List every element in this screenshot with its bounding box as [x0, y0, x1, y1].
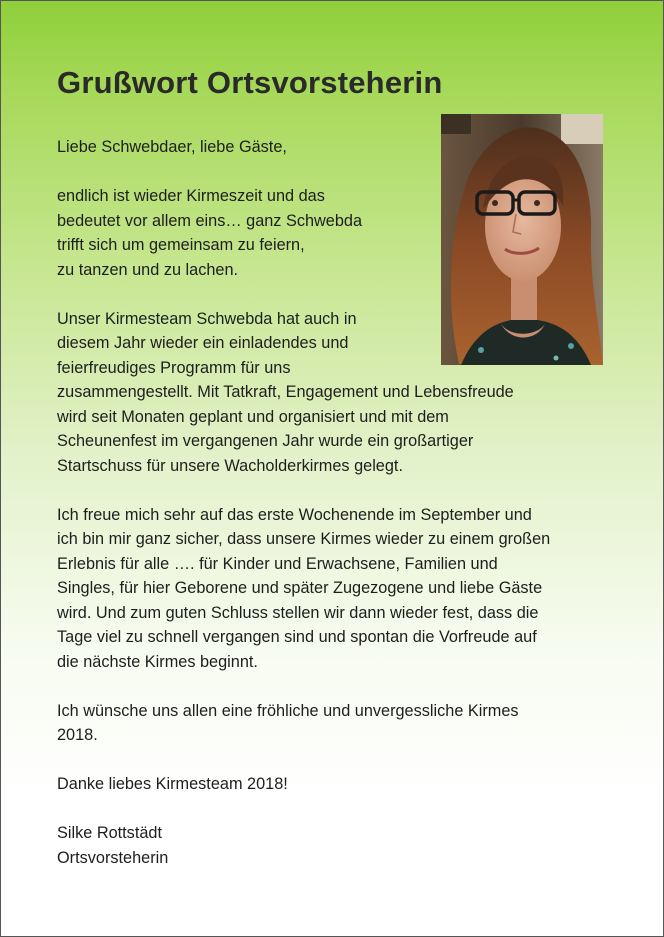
text-line: Ich freue mich sehr auf das erste Wochenende im September und	[57, 505, 532, 524]
text-line: 2018.	[57, 726, 98, 744]
text-line: Erlebnis für alle …. für Kinder und Erwachsene, Familien und	[57, 554, 498, 573]
text-line: ich bin mir ganz sicher, dass unsere Kirmes wieder zu einem großen	[57, 530, 551, 548]
text-line: trifft sich um gemeinsam zu feiern,	[57, 236, 305, 254]
text-line: Liebe Schwebdaer, liebe Gäste,	[57, 138, 287, 156]
wish-paragraph	[57, 699, 617, 748]
text-line: diesem Jahr wieder ein einladendes und	[57, 334, 349, 352]
text-line: zusammengestellt. Mit Tatkraft, Engagement und Lebensfreude	[57, 383, 514, 401]
text-line: Singles, für hier Geborene und später Zugezogene und liebe Gäste	[57, 579, 543, 597]
signature-name: Silke Rottstädt	[57, 824, 162, 842]
text-line: die nächste Kirmes beginnt.	[57, 652, 258, 671]
text-line: zu tanzen und zu lachen.	[57, 260, 239, 279]
text-line: Tage viel zu schnell vergangen sind und spontan die Vorfreude auf	[57, 628, 537, 646]
signature-block	[57, 821, 617, 870]
text-line: Unser Kirmesteam Schwebda hat auch in	[57, 309, 357, 328]
thanks-paragraph	[57, 772, 617, 797]
intro-paragraph	[57, 184, 617, 282]
september-paragraph	[57, 503, 617, 675]
text-line: bedeutet vor allem eins… ganz Schwebda	[57, 211, 363, 230]
text-line: Startschuss für unsere Wacholderkirmes gelegt.	[57, 456, 403, 475]
text-line: endlich ist wieder Kirmeszeit und das	[57, 187, 325, 205]
signature-role: Ortsvorsteherin	[57, 848, 169, 867]
greeting-paragraph	[57, 135, 617, 160]
kirmesteam-paragraph	[57, 307, 617, 479]
text-line: Danke liebes Kirmesteam 2018!	[57, 775, 288, 793]
text-line: Scheunenfest im vergangenen Jahr wurde ein großartiger	[57, 432, 474, 450]
letter-body	[57, 135, 617, 895]
text-line: wird seit Monaten geplant und organisiert und mit dem	[57, 407, 449, 426]
page-title: Grußwort Ortsvorsteherin	[57, 65, 443, 100]
text-line: wird. Und zum guten Schluss stellen wir dann wieder fest, dass die	[57, 603, 539, 622]
text-line: Ich wünsche uns allen eine fröhliche und unvergessliche Kirmes	[57, 701, 519, 720]
text-line: feierfreudiges Programm für uns	[57, 358, 291, 377]
